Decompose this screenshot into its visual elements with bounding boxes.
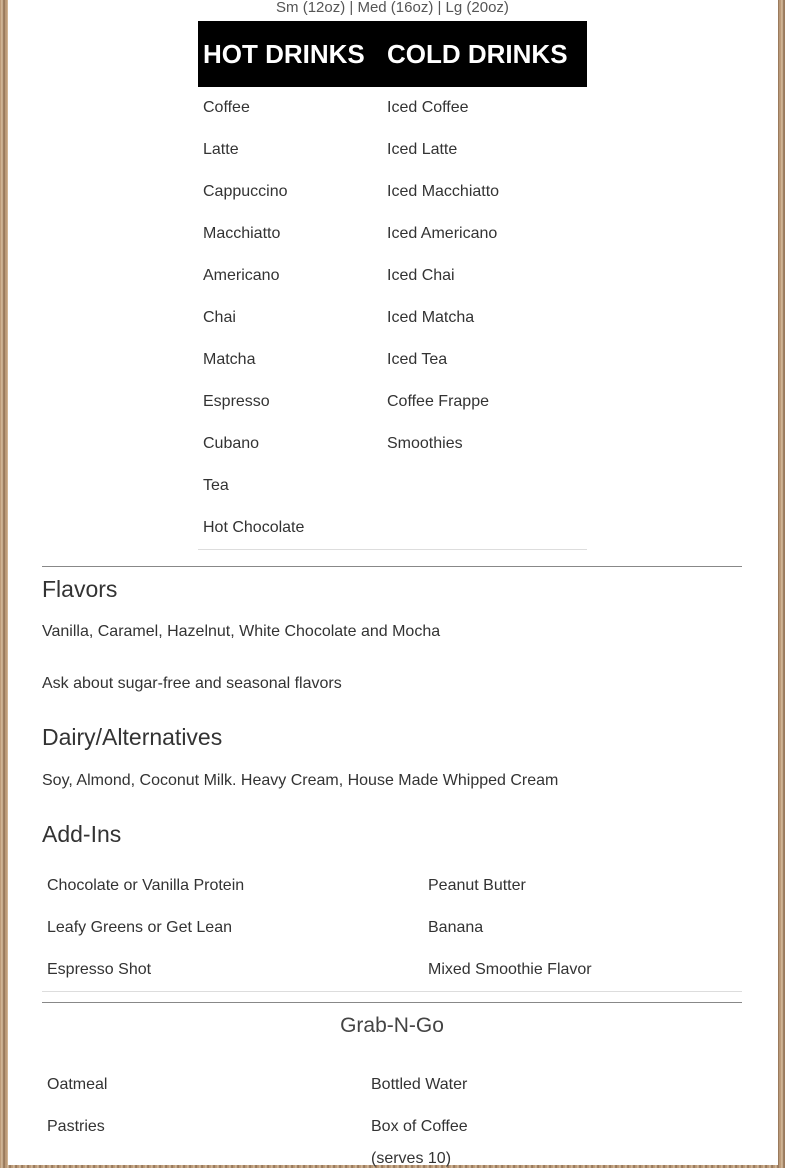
dairy-heading: Dairy/Alternatives <box>42 724 223 750</box>
grab-item: Box of Coffee <box>371 1118 468 1135</box>
table-row <box>198 213 587 255</box>
cold-drink <box>382 507 587 550</box>
flavors-note: Ask about sugar-free and seasonal flavors <box>42 675 342 692</box>
hot-drink: Coffee <box>203 99 250 116</box>
hot-drinks-header: HOT DRINKS <box>198 21 382 87</box>
hot-drink: Espresso <box>203 393 270 410</box>
cold-drink: Iced Tea <box>387 351 448 368</box>
cold-drink: Iced Macchiatto <box>387 183 500 200</box>
table-row <box>42 1064 742 1106</box>
hot-drink: Macchiatto <box>203 225 281 242</box>
grab-item: Pastries <box>47 1118 105 1135</box>
table-row <box>198 297 587 339</box>
hot-drink: Tea <box>203 477 229 494</box>
cold-drinks-header: COLD DRINKS <box>382 21 587 87</box>
hot-drink: Latte <box>203 141 239 158</box>
hot-drink: Hot Chocolate <box>198 507 382 550</box>
addin-item: Banana <box>428 919 484 936</box>
table-row <box>42 865 742 907</box>
table-row <box>198 465 587 507</box>
menu-page <box>8 0 778 1165</box>
cold-drink: Iced Chai <box>387 267 455 284</box>
box-of-coffee-note: (serves 10) <box>371 1150 452 1167</box>
table-row <box>198 129 587 171</box>
dairy-list: Soy, Almond, Coconut Milk. Heavy Cream, House Made Whipped Cream <box>42 772 559 789</box>
cold-drink: Smoothies <box>387 435 463 452</box>
table-row <box>42 949 742 992</box>
flavors-list: Vanilla, Caramel, Hazelnut, White Chocolate and Mocha <box>42 623 441 640</box>
addin-item: Leafy Greens or Get Lean <box>47 919 232 936</box>
table-row <box>198 87 587 129</box>
grab-item: Bottled Water <box>371 1076 468 1093</box>
table-row <box>198 381 587 423</box>
hot-drink: Matcha <box>203 351 256 368</box>
addin-item: Espresso Shot <box>42 949 423 992</box>
table-row <box>198 255 587 297</box>
flavors-heading: Flavors <box>42 576 118 602</box>
cold-drink: Iced Americano <box>387 225 498 242</box>
addin-item: Peanut Butter <box>428 877 526 894</box>
table-row <box>198 171 587 213</box>
addin-item: Chocolate or Vanilla Protein <box>47 877 245 894</box>
divider <box>42 566 742 567</box>
divider <box>42 1002 742 1003</box>
hot-drink: Chai <box>203 309 236 326</box>
table-row <box>198 339 587 381</box>
table-row <box>198 507 587 550</box>
cold-drink: Iced Coffee <box>387 99 469 116</box>
hot-drink: Cubano <box>203 435 260 452</box>
grab-n-go-table <box>42 1064 742 1148</box>
grab-n-go-heading: Grab-N-Go <box>340 1014 444 1037</box>
addins-heading: Add-Ins <box>42 821 122 847</box>
cold-drink: Iced Matcha <box>387 309 475 326</box>
table-row <box>198 423 587 465</box>
drinks-table <box>198 21 587 550</box>
table-row <box>42 907 742 949</box>
cup-sizes: Sm (12oz) | Med (16oz) | Lg (20oz) <box>276 0 509 16</box>
addins-table <box>42 865 742 992</box>
hot-drink: Americano <box>203 267 280 284</box>
cold-drink: Coffee Frappe <box>387 393 489 410</box>
grab-item: Oatmeal <box>47 1076 108 1093</box>
table-row <box>42 1106 742 1148</box>
hot-drink: Cappuccino <box>203 183 288 200</box>
addin-item: Mixed Smoothie Flavor <box>423 949 742 992</box>
cold-drink <box>382 465 587 507</box>
cold-drink: Iced Latte <box>387 141 458 158</box>
